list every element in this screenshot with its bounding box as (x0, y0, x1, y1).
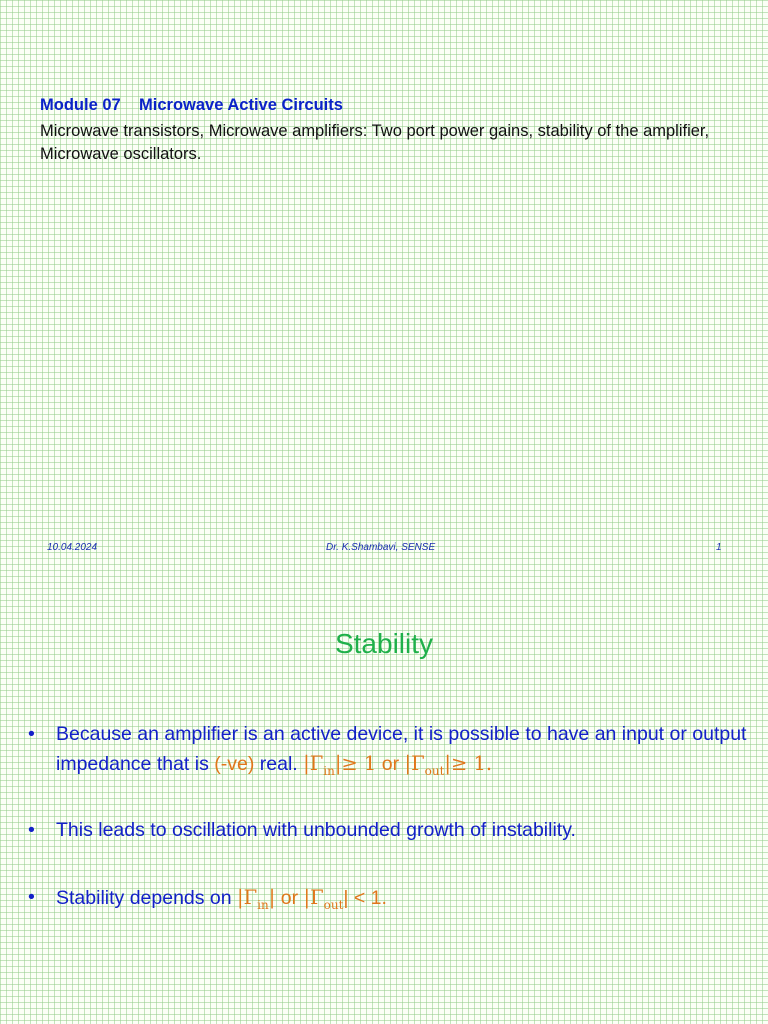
bullet-text-part: Because an amplifier is an active device, it is possible to have an input or output impedance that is (56, 723, 747, 775)
footer-page-number: 1 (716, 542, 722, 553)
bullet-item-3 (28, 883, 748, 920)
gamma-in-expression: $|\Gamma_{in}|$ (237, 886, 276, 912)
bullet-marker: • (28, 819, 35, 841)
bullet-text-part: Stability depends on (56, 887, 238, 909)
gamma-in-expression: $|\Gamma_{in}|\ge 1$ (303, 752, 377, 778)
footer-date: 10.04.2024 (47, 542, 98, 553)
bullet-item-2 (28, 816, 748, 845)
or-word: or (275, 887, 304, 909)
gamma-out-expression: $|\Gamma_{out}$ (303, 886, 344, 912)
or-word: or (376, 753, 405, 775)
negative-term: (-ve) (214, 753, 255, 775)
bullet-text (56, 720, 748, 786)
bullet-text-part: real. (254, 753, 304, 775)
bullet-item-1 (28, 720, 748, 786)
bullet-text: This leads to oscillation with unbounded growth of instability. (56, 819, 576, 841)
module-title: Module 07 Microwave Active Circuits (40, 96, 343, 114)
slide-title: Stability (334, 628, 434, 659)
less-than-one: | < 1. (343, 887, 387, 909)
gamma-out-expression: $|\Gamma_{out}|\ge 1$. (404, 752, 493, 778)
module-description: Microwave transistors, Microwave amplifiers: Two port power gains, stability of the amplifier, Microwave oscillators. (40, 122, 710, 163)
slide-2 (0, 578, 768, 1024)
bullet-marker: • (28, 723, 35, 745)
bullet-marker: • (28, 886, 35, 908)
bullet-text (56, 883, 748, 920)
footer-author: Dr. K.Shambavi, SENSE (326, 542, 436, 553)
